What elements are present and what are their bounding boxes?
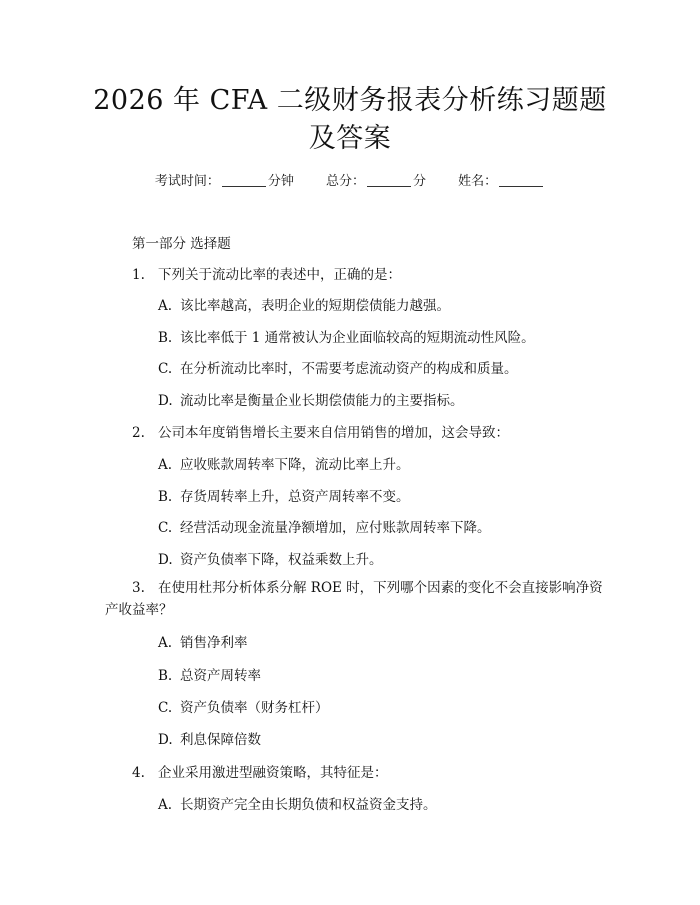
question-1-option-b[interactable]: [158, 326, 535, 346]
option-text: 在分析流动比率时，不需要考虑流动资产的构成和质量。: [180, 361, 518, 377]
question-3-option-d[interactable]: [158, 728, 261, 748]
option-letter: A.: [158, 635, 173, 651]
option-letter: D.: [158, 393, 173, 409]
exam-time-field: [155, 170, 294, 189]
option-letter: B.: [158, 330, 173, 346]
question-3-option-b[interactable]: [158, 664, 261, 684]
exam-time-label: 考试时间：: [154, 174, 220, 189]
student-name-blank[interactable]: [499, 186, 543, 187]
question-1-option-d[interactable]: [158, 389, 464, 409]
option-text: 应收账款周转率下降，流动比率上升。: [180, 457, 410, 473]
question-text: 在使用杜邦分析体系分解 ROE 时，下列哪个因素的变化不会直接影响净资产收益率？: [105, 580, 603, 618]
question-2-option-b[interactable]: [158, 485, 410, 505]
question-2-option-c[interactable]: [158, 516, 491, 536]
option-text: 长期资产完全由长期负债和权益资金支持。: [180, 797, 437, 813]
student-name-field: [458, 170, 545, 189]
question-number: 2.: [132, 425, 145, 441]
question-4: [132, 761, 388, 781]
total-score-label: 总分：: [325, 174, 365, 189]
option-letter: B.: [158, 668, 173, 684]
question-2: [132, 421, 509, 441]
exam-time-blank[interactable]: [222, 186, 266, 187]
total-score-unit: 分: [413, 174, 427, 189]
option-text: 资产负债率（财务杠杆）: [180, 700, 329, 716]
question-3-option-c[interactable]: [158, 696, 329, 716]
option-text: 利息保障倍数: [180, 732, 261, 748]
student-name-label: 姓名：: [458, 174, 498, 189]
question-text: 企业采用激进型融资策略，其特征是：: [158, 765, 388, 781]
question-3: [105, 577, 605, 621]
total-score-blank[interactable]: [367, 186, 411, 187]
question-text: 公司本年度销售增长主要来自信用销售的增加，这会导致：: [158, 425, 509, 441]
option-text: 流动比率是衡量企业长期偿债能力的主要指标。: [180, 393, 464, 409]
question-number: 4.: [132, 765, 145, 781]
section-title: 第一部分 选择题: [132, 236, 231, 252]
question-4-option-a[interactable]: [158, 793, 437, 813]
total-score-field: [326, 170, 426, 189]
question-text: 下列关于流动比率的表述中，正确的是：: [158, 267, 401, 283]
question-number: 3.: [132, 580, 145, 596]
option-letter: A.: [158, 298, 173, 314]
option-letter: D.: [158, 732, 173, 748]
option-letter: A.: [158, 457, 173, 473]
exam-time-unit: 分钟: [267, 174, 294, 189]
option-text: 存货周转率上升，总资产周转率不变。: [180, 489, 410, 505]
option-letter: C.: [158, 520, 173, 536]
option-letter: C.: [158, 361, 173, 377]
question-2-option-d[interactable]: [158, 548, 383, 568]
question-1-option-c[interactable]: [158, 357, 518, 377]
option-letter: C.: [158, 700, 173, 716]
option-text: 总资产周转率: [180, 668, 261, 684]
question-1: [132, 263, 401, 283]
option-letter: A.: [158, 797, 173, 813]
question-2-option-a[interactable]: [158, 453, 410, 473]
option-text: 销售净利率: [180, 635, 248, 651]
option-text: 经营活动现金流量净额增加，应付账款周转率下降。: [180, 520, 491, 536]
question-number: 1.: [132, 267, 145, 283]
option-text: 资产负债率下降，权益乘数上升。: [180, 552, 383, 568]
document-title: 2026 年 CFA 二级财务报表分析练习题题及答案: [93, 85, 607, 154]
option-letter: D.: [158, 552, 173, 568]
question-1-option-a[interactable]: [158, 294, 450, 314]
option-text: 该比率低于 1 通常被认为企业面临较高的短期流动性风险。: [180, 330, 535, 346]
option-text: 该比率越高，表明企业的短期偿债能力越强。: [180, 298, 450, 314]
question-3-option-a[interactable]: [158, 631, 248, 651]
exam-info-row: [0, 170, 700, 189]
option-letter: B.: [158, 489, 173, 505]
